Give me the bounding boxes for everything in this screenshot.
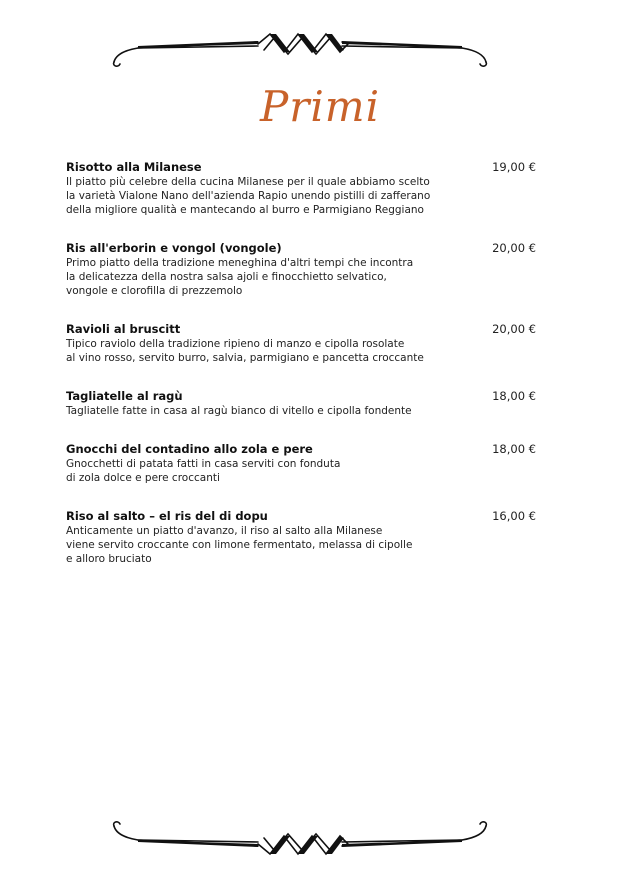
dish-price: 20,00 € <box>492 322 536 336</box>
description-line: di zola dolce e pere croccanti <box>66 472 220 484</box>
description-line: Gnocchetti di patata fatti in casa serviti con fonduta <box>66 458 341 470</box>
description-line: la delicatezza della nostra salsa ajoli e finocchietto selvatico, <box>66 271 387 283</box>
description-line: Tipico raviolo della tradizione ripieno di manzo e cipolla rosolate <box>66 338 405 350</box>
dish-price: 16,00 € <box>492 509 536 523</box>
menu-item <box>66 389 540 418</box>
description-line: Primo piatto della tradizione meneghina d'altri tempi che incontra <box>66 257 414 269</box>
description-line: vongole e clorofilla di prezzemolo <box>66 285 243 297</box>
dish-price: 19,00 € <box>492 160 536 174</box>
dish-name: Ravioli al bruscitt <box>66 322 181 336</box>
dish-name: Tagliatelle al ragù <box>66 389 183 403</box>
bottom-ornament <box>108 818 492 858</box>
description-line: e alloro bruciato <box>66 553 152 565</box>
description-line: Il piatto più celebre della cucina Milanese per il quale abbiamo scelto <box>66 176 430 188</box>
description-line: Anticamente un piatto d'avanzo, il riso al salto alla Milanese <box>66 525 383 537</box>
section-title: Primi <box>259 82 381 131</box>
dish-price: 18,00 € <box>492 442 536 456</box>
dish-description <box>66 404 456 418</box>
dish-description <box>66 337 456 365</box>
dish-name: Riso al salto – el ris del di dopu <box>66 509 268 523</box>
description-line: al vino rosso, servito burro, salvia, parmigiano e pancetta croccante <box>66 352 424 364</box>
menu-item <box>66 509 540 566</box>
menu-item <box>66 442 540 485</box>
dish-price: 20,00 € <box>492 241 536 255</box>
menu-list <box>66 160 540 590</box>
dish-description <box>66 175 456 217</box>
menu-item <box>66 241 540 298</box>
description-line: Tagliatelle fatte in casa al ragù bianco di vitello e cipolla fondente <box>66 405 412 417</box>
dish-description <box>66 524 456 566</box>
description-line: viene servito croccante con limone fermentato, melassa di cipolle <box>66 539 413 551</box>
menu-item <box>66 160 540 217</box>
dish-description <box>66 256 456 298</box>
menu-item <box>66 322 540 365</box>
top-ornament <box>108 30 492 70</box>
dish-description <box>66 457 456 485</box>
dish-name: Ris all'erborin e vongol (vongole) <box>66 241 282 255</box>
description-line: della migliore qualità e mantecando al burro e Parmigiano Reggiano <box>66 204 424 216</box>
dish-name: Gnocchi del contadino allo zola e pere <box>66 442 313 456</box>
description-line: la varietà Vialone Nano dell'azienda Rapio unendo pistilli di zafferano <box>66 190 431 202</box>
dish-price: 18,00 € <box>492 389 536 403</box>
dish-name: Risotto alla Milanese <box>66 160 202 174</box>
